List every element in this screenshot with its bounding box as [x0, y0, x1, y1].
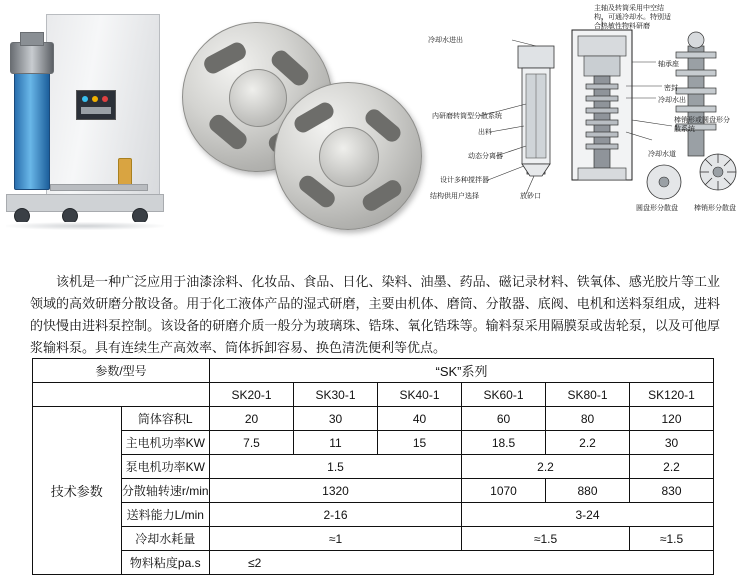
cell-shaft-speed-1: 1070 [462, 479, 546, 503]
diagram-label-seal: 密封 [664, 85, 678, 92]
diagram-label-multi-stirrer: 设计多种搅拌器 [440, 177, 489, 184]
machine-grinding-column [14, 64, 50, 190]
cell-pump-motor-0: 1.5 [210, 455, 462, 479]
row-name-pump-motor: 泵电机功率KW [121, 455, 210, 479]
indicator-light-amber [92, 96, 98, 102]
diagram-label-bearing: 轴承座 [658, 61, 679, 68]
table-model-row [33, 383, 714, 407]
product-image-band [0, 0, 746, 236]
indicator-light-blue [82, 96, 88, 102]
table-row [33, 479, 714, 503]
table-row [33, 431, 714, 455]
model-sk20: SK20-1 [210, 383, 294, 407]
cell-cooling-water-0: ≈1 [210, 527, 462, 551]
row-name-viscosity: 物料粘度pa.s [121, 551, 210, 575]
diagram-label-structure-option: 结构供用户选择 [430, 193, 479, 200]
diagram-label-cooling-water-out: 冷却水进出 [428, 37, 463, 44]
cell-viscosity-0: ≤2 [210, 551, 714, 575]
row-name-main-motor: 主电机功率KW [121, 431, 210, 455]
header-series: “SK”系列 [210, 359, 714, 383]
cell-feed-capacity-1: 3-24 [462, 503, 714, 527]
machine-control-panel [76, 90, 116, 120]
disc-hub [319, 127, 379, 187]
disc-hub [229, 69, 287, 127]
cell-pump-motor-1: 2.2 [462, 455, 630, 479]
spec-table [32, 358, 714, 575]
table-row [33, 407, 714, 431]
disc-blade [360, 177, 405, 214]
cell-volume-5: 120 [630, 407, 714, 431]
table-row [33, 455, 714, 479]
diagram-label-main-shaft-note: 主轴及转筒采用中空结构、可通冷却水。特别适合热敏性物料研磨 [594, 5, 671, 30]
cell-main-motor-1: 11 [294, 431, 378, 455]
cell-main-motor-4: 2.2 [546, 431, 630, 455]
diagram-label-discharge: 出料 [478, 129, 492, 136]
cell-main-motor-2: 15 [378, 431, 462, 455]
machine-valve [118, 158, 132, 186]
model-sk30: SK30-1 [294, 383, 378, 407]
cell-main-motor-5: 30 [630, 431, 714, 455]
diagram-label-cooling-water-in: 冷却水出 [658, 97, 686, 104]
machine-pipe [50, 184, 148, 191]
cell-volume-3: 60 [462, 407, 546, 431]
row-group-label: 技术参数 [33, 407, 122, 575]
table-row [33, 551, 714, 575]
product-description: 该机是一种广泛应用于油漆涂料、化妆品、食品、日化、染料、油墨、药品、磁记录材料、铁氧体、感光胶片等工业领域的高效研磨分散设备。用于化工液体产品的湿式研磨，主要由机体、磨筒、分散器、底阀、电机和送料泵组成，进料的快慢由进料泵控制。该设备的研磨介质一般分为玻璃珠、锆珠、氧化锆珠等。输料泵采用隔膜泵或齿轮泵，以及可他厚浆输料泵。具有连续生产高效率、筒体拆卸容易、换色清洗便利等优点。 [30, 274, 720, 355]
row-name-volume: 筒体容积L [121, 407, 210, 431]
cell-shaft-speed-2: 880 [546, 479, 630, 503]
row-name-cooling-water: 冷却水耗量 [121, 527, 210, 551]
dispersion-disc-front [274, 82, 422, 230]
diagram-label-rod-pin-disc-system: 棒销形或圆盘形分散系统 [674, 117, 730, 133]
diagram-label-inner-grind-separator: 内研磨转筒型分散系统 [432, 113, 502, 120]
row-name-shaft-speed: 分散轴转速r/min [121, 479, 210, 503]
diagram-label-pin-type: 棒销形分散盘 [694, 205, 736, 212]
cell-shaft-speed-3: 830 [630, 479, 714, 503]
cell-cooling-water-1: ≈1.5 [462, 527, 630, 551]
panel-strip [81, 107, 111, 114]
cell-cooling-water-2: ≈1.5 [630, 527, 714, 551]
table-header-row [33, 359, 714, 383]
machine-photo [6, 8, 166, 230]
model-sk120: SK120-1 [630, 383, 714, 407]
model-sk80: SK80-1 [546, 383, 630, 407]
model-sk60: SK60-1 [462, 383, 546, 407]
disc-blade [201, 40, 248, 77]
diagram-label-dynamic-separator: 动态分离器 [468, 153, 503, 160]
cell-main-motor-3: 18.5 [462, 431, 546, 455]
table-row [33, 503, 714, 527]
machine-cap [20, 32, 44, 46]
header-param-model: 参数/型号 [33, 359, 210, 383]
machine-shadow [6, 222, 164, 230]
cell-shaft-speed-0: 1320 [210, 479, 462, 503]
indicator-light-red [102, 96, 108, 102]
cell-feed-capacity-0: 2-16 [210, 503, 462, 527]
diagram-label-sand-outlet: 放砂口 [520, 193, 541, 200]
diagram-label-cooling-channel: 冷却水道 [648, 151, 676, 158]
cell-pump-motor-2: 2.2 [630, 455, 714, 479]
model-row-blank [33, 383, 210, 407]
cell-volume-2: 40 [378, 407, 462, 431]
cell-volume-0: 20 [210, 407, 294, 431]
disc-blade [292, 100, 337, 136]
technical-cutaway-diagram [426, 0, 746, 234]
cell-volume-1: 30 [294, 407, 378, 431]
cell-volume-4: 80 [546, 407, 630, 431]
dispersion-discs-photo [176, 4, 426, 234]
model-sk40: SK40-1 [378, 383, 462, 407]
cell-main-motor-0: 7.5 [210, 431, 294, 455]
table-row [33, 527, 714, 551]
specification-table [32, 358, 714, 575]
machine-motor-head [10, 42, 54, 74]
row-name-feed-capacity: 送料能力L/min [121, 503, 210, 527]
diagram-label-disc-type: 圆盘形分散盘 [636, 205, 678, 212]
